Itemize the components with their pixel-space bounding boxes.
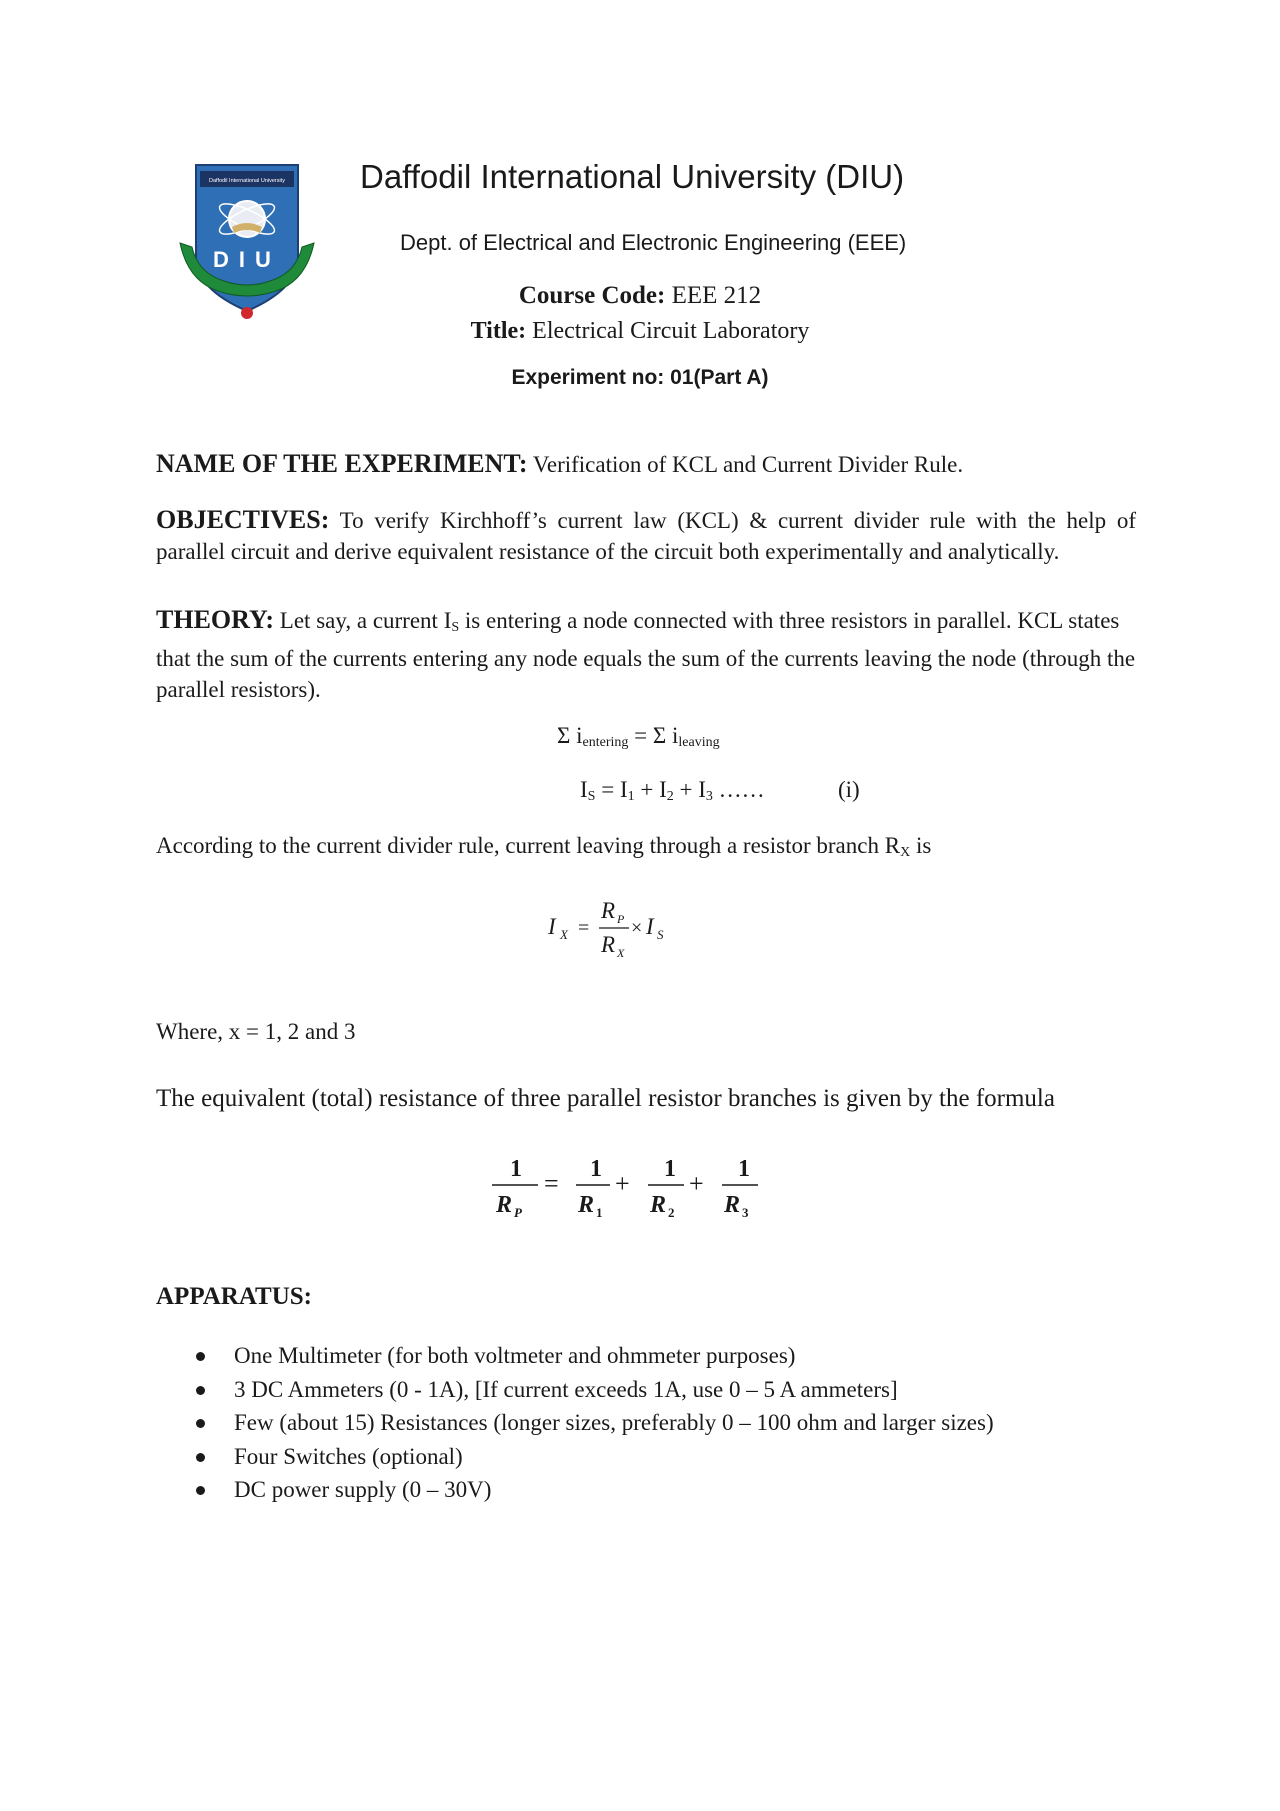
rp-one-4: 1: [738, 1156, 750, 1182]
course-title-label: Title:: [470, 318, 527, 344]
current-divider-formula: [540, 892, 690, 962]
theory-text-b: is entering a node connected with three resistors in parallel. KCL states that the sum of the currents entering any node equals the sum of the currents leaving the node (through the parallel resistors).: [156, 608, 1136, 702]
cdr-num: R: [601, 898, 616, 923]
theory-label: THEORY:: [156, 605, 275, 634]
apparatus-item: [196, 1473, 994, 1507]
experiment-number: Experiment no: 01(Part A): [511, 366, 769, 389]
rp-r-p: R: [496, 1192, 513, 1218]
apparatus-item: [196, 1339, 994, 1373]
course-title-value: Electrical Circuit Laboratory: [526, 318, 810, 344]
apparatus-item: [196, 1406, 994, 1440]
experiment-name: [156, 448, 1136, 480]
course-code: [0, 282, 1280, 310]
apparatus-item: [196, 1373, 994, 1407]
bullet-icon: [196, 1419, 205, 1428]
theory: [156, 604, 1136, 705]
eq1-mid: = Σ i: [628, 723, 679, 748]
rp-one-3: 1: [664, 1156, 676, 1182]
rp-equals: =: [544, 1169, 559, 1198]
cdr-den: R: [601, 932, 616, 957]
experiment-name-label: NAME OF THE EXPERIMENT:: [156, 449, 528, 478]
apparatus-item-text: Few (about 15) Resistances (longer sizes, preferably 0 – 100 ohm and larger sizes): [234, 1410, 994, 1435]
cdr-lhs-sub: X: [560, 927, 568, 942]
cdr-intro-b: is: [910, 833, 932, 858]
eq1-sub-b: leaving: [678, 735, 720, 750]
where-line: Where, x = 1, 2 and 3: [156, 1019, 356, 1044]
apparatus-item-text: 3 DC Ammeters (0 - 1A), [If current exceeds 1A, use 0 – 5 A ammeters]: [234, 1376, 898, 1402]
cdr-den-sub: X: [617, 946, 625, 960]
bullet-icon: [196, 1486, 205, 1495]
apparatus-item-text: DC power supply (0 – 30V): [234, 1477, 492, 1502]
rp-plus-1: +: [615, 1169, 630, 1198]
eq2-i3: + I: [673, 777, 706, 802]
cdr-intro-a: According to the current divider rule, current leaving through a resistor branch R: [156, 833, 901, 858]
apparatus-item-text: Four Switches (optional): [234, 1443, 463, 1469]
course-code-label: Course Code:: [518, 282, 666, 309]
bullet-icon: [196, 1352, 205, 1361]
eq2-i1: = I: [595, 777, 628, 802]
eq2-dots: ……: [712, 777, 765, 802]
bullet-icon: [196, 1386, 205, 1395]
logo-letters: DIU: [213, 247, 281, 272]
apparatus-item: [196, 1440, 994, 1474]
cdr-lhs: I: [548, 914, 556, 939]
cdr-times: ×: [631, 917, 643, 939]
eq2-is-sub: S: [587, 789, 596, 804]
department-name: Dept. of Electrical and Electronic Engineering (EEE): [400, 230, 907, 255]
eq1-sigma-a: Σ i: [557, 723, 583, 748]
bullet-icon: [196, 1453, 205, 1462]
eq1-sub-a: entering: [582, 735, 629, 750]
university-name: Daffodil International University (DIU): [360, 158, 905, 195]
rp-plus-2: +: [689, 1169, 704, 1198]
cdr-rhs: I: [646, 914, 654, 939]
equivalent-intro: The equivalent (total) resistance of three parallel resistor branches is given by the formula: [156, 1085, 1055, 1112]
equation-number: (i): [838, 777, 860, 802]
logo-banner-text: Daffodil International University: [208, 178, 286, 184]
eq2-is: I: [580, 777, 588, 802]
theory-text-a: Let say, a current I: [274, 608, 452, 633]
apparatus-list: [196, 1339, 994, 1507]
rp-one-2: 1: [590, 1156, 602, 1182]
eq2-sub3: 3: [705, 789, 713, 804]
rp-sub-1: 1: [596, 1205, 603, 1220]
cdr-intro-sub: X: [900, 845, 911, 860]
course-code-value: EEE 212: [665, 282, 762, 309]
kcl-current-equation: [580, 777, 765, 805]
cdr-equals: =: [578, 917, 590, 939]
experiment-name-text: Verification of KCL and Current Divider Rule.: [527, 452, 964, 477]
rp-sub-p: P: [514, 1205, 522, 1220]
eq2-i2: + I: [634, 777, 667, 802]
eq2-sub2: 2: [666, 789, 674, 804]
apparatus-heading: APPARATUS:: [156, 1283, 313, 1310]
cdr-num-sub: P: [617, 912, 625, 926]
equivalent-resistance-formula: [482, 1150, 772, 1230]
theory-is-sub: S: [451, 620, 460, 635]
cdr-intro: [156, 830, 1136, 868]
rp-sub-3: 3: [742, 1205, 749, 1220]
apparatus-item-text: One Multimeter (for both voltmeter and ohmmeter purposes): [234, 1343, 796, 1368]
rp-r-2: R: [650, 1192, 667, 1218]
objectives-text: To verify Kirchhoff’s current law (KCL) & current divider rule with the help of parallel circuit and derive equivalent resistance of the circuit both experimentally and analytically.: [156, 508, 1136, 564]
rp-r-3: R: [724, 1192, 741, 1218]
rp-r-1: R: [578, 1192, 595, 1218]
cdr-rhs-sub: S: [657, 927, 664, 942]
kcl-sum-equation: [557, 723, 720, 751]
eq2-sub1: 1: [627, 789, 635, 804]
course-title: [0, 318, 1280, 345]
objectives-label: OBJECTIVES:: [156, 505, 330, 534]
objectives: [156, 504, 1136, 567]
rp-one-1: 1: [510, 1156, 522, 1182]
rp-sub-2: 2: [668, 1205, 675, 1220]
